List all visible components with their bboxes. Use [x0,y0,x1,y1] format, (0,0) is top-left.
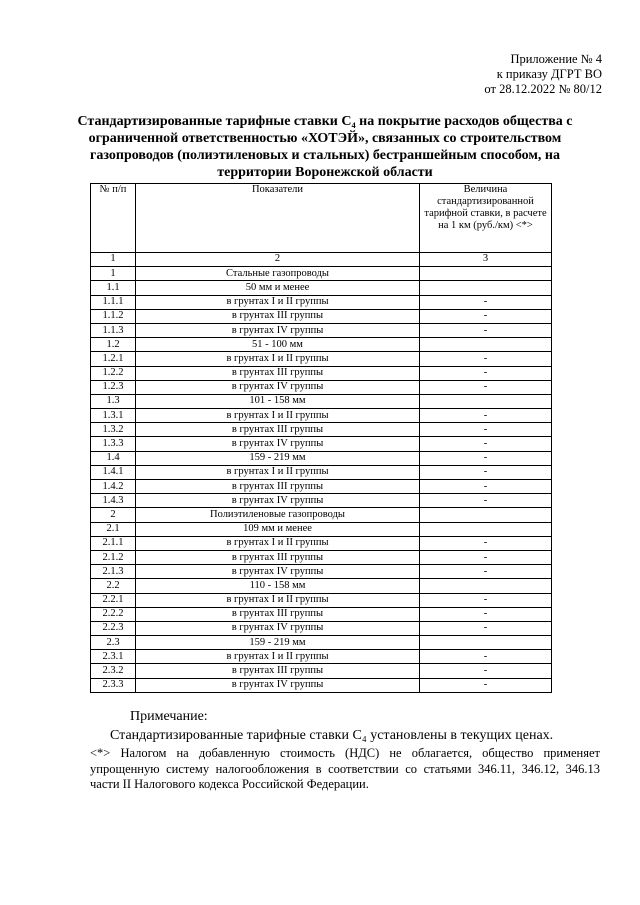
cell-value: - [420,565,552,579]
cell-value: - [420,323,552,337]
cell-value: - [420,593,552,607]
header-name: Показатели [136,184,420,253]
cell-num: 2.3.3 [91,678,136,692]
table-row [91,650,552,664]
table-row [91,380,552,394]
note-text: Стандартизированные тарифные ставки С₄ установлены в текущих ценах. [110,728,554,743]
cell-value [420,267,552,281]
cell-num: 1.1.1 [91,295,136,309]
col-number-2: 2 [136,253,420,267]
cell-name: в грунтах I и II группы [136,352,420,366]
table-row [91,366,552,380]
note-section [90,708,600,793]
cell-num: 2.2.1 [91,593,136,607]
cell-num: 1.2.2 [91,366,136,380]
cell-name: 50 мм и менее [136,281,420,295]
cell-value: - [420,621,552,635]
table-row [91,636,552,650]
cell-value [420,636,552,650]
cell-name: в грунтах III группы [136,423,420,437]
cell-value: - [420,664,552,678]
cell-value: - [420,366,552,380]
cell-num: 1.4.1 [91,465,136,479]
cell-value: - [420,295,552,309]
cell-name: Полиэтиленовые газопроводы [136,508,420,522]
cell-name: 51 - 100 мм [136,338,420,352]
note-title: Примечание: [130,709,208,724]
table-row [91,437,552,451]
cell-num: 2.1 [91,522,136,536]
cell-num: 2.1.3 [91,565,136,579]
cell-num: 2.2.2 [91,607,136,621]
col-number-3: 3 [420,253,552,267]
cell-name: в грунтах I и II группы [136,409,420,423]
cell-value: - [420,480,552,494]
cell-name: 109 мм и менее [136,522,420,536]
cell-name: в грунтах IV группы [136,565,420,579]
table-row [91,664,552,678]
cell-value: - [420,437,552,451]
cell-num: 1.4.3 [91,494,136,508]
cell-value: - [420,451,552,465]
table-row [91,565,552,579]
header-num: № п/п [91,184,136,253]
cell-name: в грунтах I и II группы [136,593,420,607]
table-row [91,338,552,352]
footnote: <*> Налогом на добавленную стоимость (НДС) не облагается, общество применяет упрощенную систему налогообложения в соответствии со статьями 346.11, 346.12, 346.13 части II Налогового кодекса Российской Федерации. [90,746,600,791]
cell-name: в грунтах III группы [136,366,420,380]
cell-value [420,579,552,593]
cell-value: - [420,494,552,508]
cell-name: в грунтах IV группы [136,323,420,337]
header-value: Величина стандартизированной тарифной ставки, в расчете на 1 км (руб./км) <*> [420,184,552,253]
appendix-date: от 28.12.2022 № 80/12 [484,82,602,96]
cell-name: в грунтах I и II группы [136,536,420,550]
table-row [91,508,552,522]
cell-name: в грунтах III группы [136,664,420,678]
table-row [91,607,552,621]
cell-name: в грунтах I и II группы [136,465,420,479]
cell-num: 2 [91,508,136,522]
table-row [91,678,552,692]
table-header-row [91,184,552,253]
cell-num: 1.2.1 [91,352,136,366]
cell-num: 1.3.1 [91,409,136,423]
table-row [91,621,552,635]
cell-name: 159 - 219 мм [136,451,420,465]
cell-name: 101 - 158 мм [136,394,420,408]
cell-value [420,338,552,352]
cell-num: 1.3.2 [91,423,136,437]
cell-value [420,508,552,522]
cell-value [420,394,552,408]
cell-num: 1.2.3 [91,380,136,394]
table-row [91,281,552,295]
table-row [91,536,552,550]
cell-num: 1.4.2 [91,480,136,494]
cell-num: 1.4 [91,451,136,465]
cell-value: - [420,409,552,423]
cell-num: 1.1 [91,281,136,295]
column-number-row [91,253,552,267]
table-row [91,550,552,564]
cell-num: 2.3.2 [91,664,136,678]
table-row [91,522,552,536]
cell-num: 2.2.3 [91,621,136,635]
table-row [91,465,552,479]
table-row [91,352,552,366]
cell-name: в грунтах III группы [136,480,420,494]
cell-num: 2.2 [91,579,136,593]
cell-name: в грунтах IV группы [136,494,420,508]
table-row [91,394,552,408]
cell-num: 1.3.3 [91,437,136,451]
cell-num: 1 [91,267,136,281]
cell-num: 2.1.2 [91,550,136,564]
cell-value [420,281,552,295]
cell-name: в грунтах IV группы [136,380,420,394]
tariff-table [90,183,552,693]
cell-value: - [420,465,552,479]
cell-name: в грунтах III группы [136,309,420,323]
cell-value: - [420,423,552,437]
cell-value: - [420,352,552,366]
table-row [91,494,552,508]
cell-name: в грунтах I и II группы [136,650,420,664]
cell-value: - [420,536,552,550]
cell-value: - [420,550,552,564]
cell-value [420,522,552,536]
cell-num: 2.1.1 [91,536,136,550]
cell-name: в грунтах IV группы [136,621,420,635]
col-number-1: 1 [91,253,136,267]
table-row [91,323,552,337]
cell-name: Стальные газопроводы [136,267,420,281]
cell-name: в грунтах I и II группы [136,295,420,309]
table-row [91,295,552,309]
cell-num: 1.1.3 [91,323,136,337]
table-row [91,593,552,607]
appendix-header [484,52,602,97]
table-row [91,309,552,323]
table-row [91,423,552,437]
table-row [91,480,552,494]
cell-value: - [420,380,552,394]
cell-num: 1.2 [91,338,136,352]
cell-name: в грунтах III группы [136,550,420,564]
table-row [91,579,552,593]
table-body [91,267,552,693]
cell-value: - [420,607,552,621]
cell-num: 2.3.1 [91,650,136,664]
table-row [91,451,552,465]
appendix-number: Приложение № 4 [510,52,602,66]
cell-name: 159 - 219 мм [136,636,420,650]
cell-num: 1.3 [91,394,136,408]
table-row [91,267,552,281]
cell-name: в грунтах IV группы [136,437,420,451]
appendix-order: к приказу ДГРТ ВО [496,67,602,81]
cell-name: в грунтах IV группы [136,678,420,692]
cell-value: - [420,678,552,692]
cell-value: - [420,309,552,323]
cell-num: 2.3 [91,636,136,650]
cell-num: 1.1.2 [91,309,136,323]
document-title: Стандартизированные тарифные ставки С₄ на покрытие расходов общества с ограниченной ответственностью «ХОТЭЙ», связанных со строительством газопроводов (полиэтиленовых и стальных) бестраншейным способом, на территории Воронежской области [77,114,573,180]
cell-name: в грунтах III группы [136,607,420,621]
cell-value: - [420,650,552,664]
table-row [91,409,552,423]
cell-name: 110 - 158 мм [136,579,420,593]
